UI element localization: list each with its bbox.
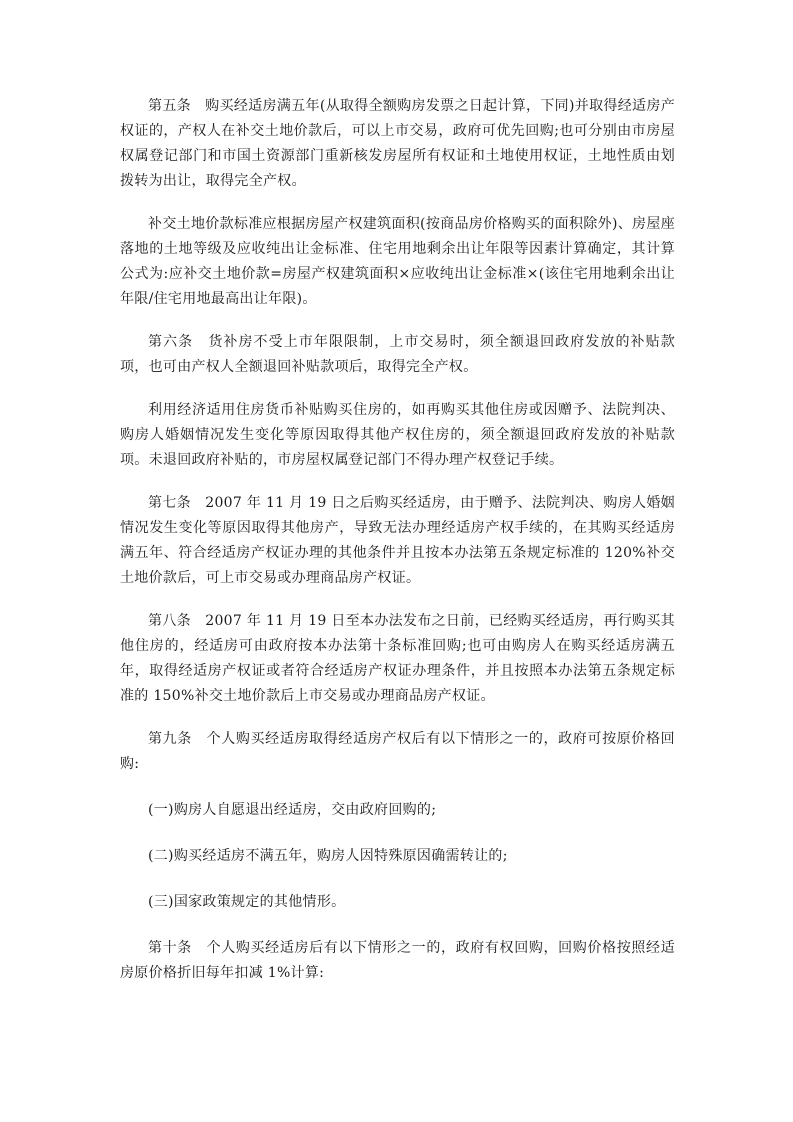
monetary-subsidy-paragraph: 利用经济适用住房货币补贴购买住房的，如再购买其他住房或因赠予、法院判决、购房人婚姻情况发生变化等原因取得其他产权住房的，须全额退回政府发放的补贴款项。未退回政府补贴的，市房屋权属登记部门不得办理产权登记手续。 [120,402,675,468]
article-9-paragraph: 第九条 个人购买经适房取得经适房产权后有以下情形之一的，政府可按原价格回购: [120,731,675,772]
article-9-item-2: (二)购买经适房不满五年，购房人因特殊原因确需转让的; [148,848,508,864]
article-6-paragraph: 第六条 货补房不受上市年限限制，上市交易时，须全额退回政府发放的补贴款项，也可由产权人全额退回补贴款项后，取得完全产权。 [120,334,675,375]
article-10-paragraph: 第十条 个人购买经适房后有以下情形之一的，政府有权回购，回购价格按照经适房原价格折旧每年扣减 1%计算: [120,940,675,981]
article-8-paragraph: 第八条 2007 年 11 月 19 日至本办法发布之日前，已经购买经适房，再行购买其他住房的，经适房可由政府按本办法第十条标准回购;也可由购房人在购买经适房满五年，取得经适房产权证或者符合经适房产权证办理条件，并且按照本办法第五条规定标准的 150%补交土地价款后上市交易或办理商品房产权证。 [120,613,675,704]
document-page [120,94,675,1004]
article-9-item-3: (三)国家政策规定的其他情形。 [148,894,346,910]
land-price-formula-paragraph: 补交土地价款标准应根据房屋产权建筑面积(按商品房价格购买的面积除外)、房屋座落地的土地等级及应收纯出让金标准、住宅用地剩余出让年限等因素计算确定，其计算公式为:应补交土地价款=房屋产权建筑面积×应收纯出让金标准×(该住宅用地剩余出让年限/住宅用地最高出让年限)。 [120,216,675,307]
article-5-paragraph: 第五条 购买经适房满五年(从取得全额购房发票之日起计算，下同)并取得经适房产权证的，产权人在补交土地价款后，可以上市交易，政府可优先回购;也可分别由市房屋权属登记部门和市国土资源部门重新核发房屋所有权证和土地使用权证，土地性质由划拨转为出让，取得完全产权。 [120,98,675,189]
article-7-paragraph: 第七条 2007 年 11 月 19 日之后购买经适房，由于赠予、法院判决、购房人婚姻情况发生变化等原因取得其他房产，导致无法办理经适房产权手续的，在其购买经适房满五年、符合经适房产权证办理的其他条件并且按本办法第五条规定标准的 120%补交土地价款后，可上市交易或办理商品房产权证。 [120,495,675,586]
article-9-item-1: (一)购房人自愿退出经适房，交由政府回购的; [148,802,437,818]
